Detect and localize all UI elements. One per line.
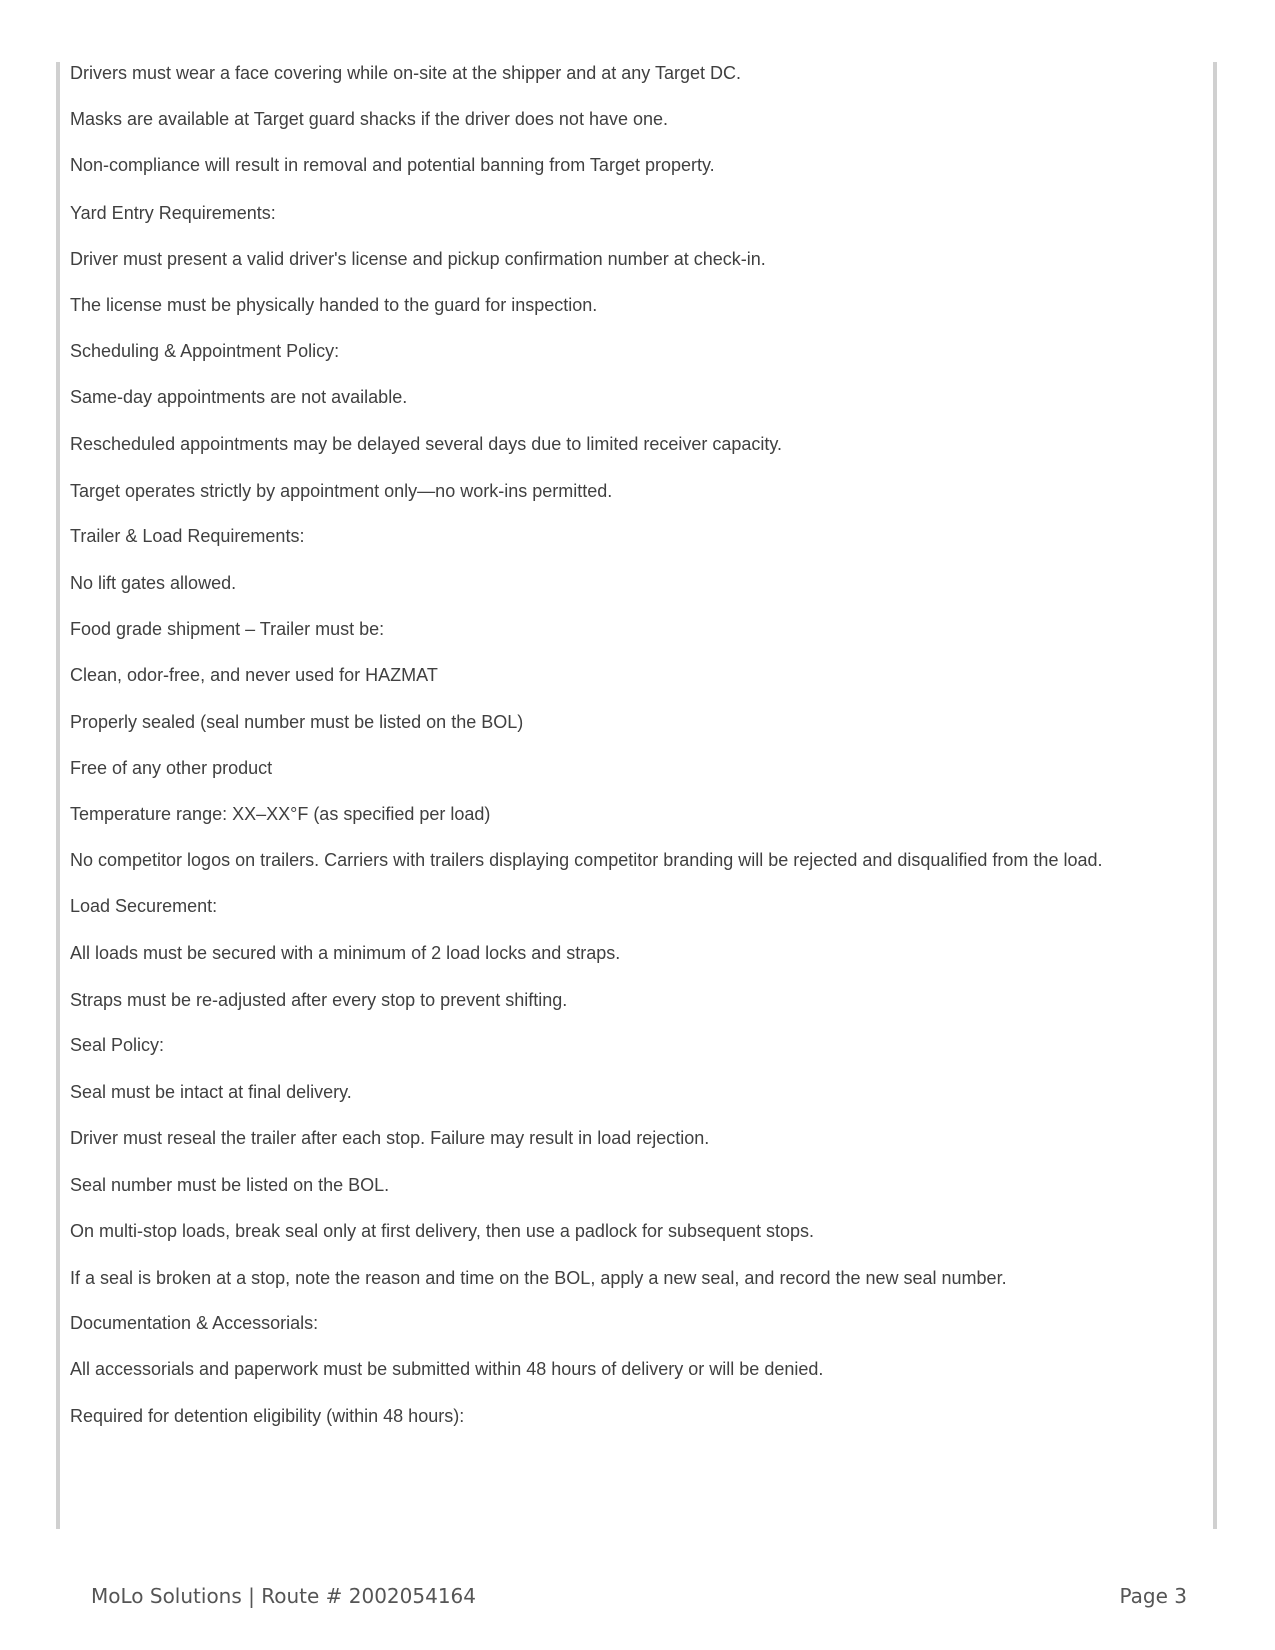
text-line: All accessorials and paperwork must be submitted within 48 hours of delivery or will be denied. [70,1359,824,1379]
text-line: Target operates strictly by appointment only—no work-ins permitted. [70,481,613,501]
text-line: The license must be physically handed to the guard for inspection. [70,295,598,315]
text-line: No competitor logos on trailers. Carriers with trailers displaying competitor branding will be rejected and disqualified from the load. [70,850,1103,870]
text-line: Same-day appointments are not available. [70,387,408,407]
text-line: If a seal is broken at a stop, note the reason and time on the BOL, apply a new seal, and record the new seal number. [70,1268,1007,1288]
section-heading: Scheduling & Appointment Policy: [70,341,340,361]
section-heading: Yard Entry Requirements: [70,203,276,223]
text-line: Food grade shipment – Trailer must be: [70,619,385,639]
text-line: Driver must reseal the trailer after each stop. Failure may result in load rejection. [70,1128,710,1148]
footer-page-number: Page 3 [1119,1584,1187,1608]
text-line: Free of any other product [70,758,273,778]
text-line: All loads must be secured with a minimum of 2 load locks and straps. [70,943,621,963]
section-heading: Load Securement: [70,896,218,916]
section-heading: Seal Policy: [70,1035,165,1055]
section-heading: Trailer & Load Requirements: [70,526,305,546]
text-line: Seal must be intact at final delivery. [70,1082,352,1102]
text-line: Straps must be re-adjusted after every stop to prevent shifting. [70,990,568,1010]
text-line: Required for detention eligibility (within 48 hours): [70,1406,465,1426]
text-line: Clean, odor-free, and never used for HAZMAT [70,665,438,685]
section-heading: Documentation & Accessorials: [70,1313,319,1333]
text-line: Driver must present a valid driver's license and pickup confirmation number at check-in. [70,249,766,269]
text-line: Drivers must wear a face covering while on-site at the shipper and at any Target DC. [70,63,741,83]
text-line: Temperature range: XX–XX°F (as specified per load) [70,804,491,824]
text-line: No lift gates allowed. [70,573,237,593]
text-line: Non-compliance will result in removal and potential banning from Target property. [70,155,715,175]
text-line: Masks are available at Target guard shacks if the driver does not have one. [70,109,669,129]
text-line: Rescheduled appointments may be delayed several days due to limited receiver capacity. [70,434,783,454]
text-line: Seal number must be listed on the BOL. [70,1175,390,1195]
text-line: Properly sealed (seal number must be listed on the BOL) [70,712,524,732]
document-content-box [56,62,1217,1529]
footer-route-info: MoLo Solutions | Route # 2002054164 [91,1584,476,1608]
text-line: On multi-stop loads, break seal only at first delivery, then use a padlock for subsequent stops. [70,1221,815,1241]
